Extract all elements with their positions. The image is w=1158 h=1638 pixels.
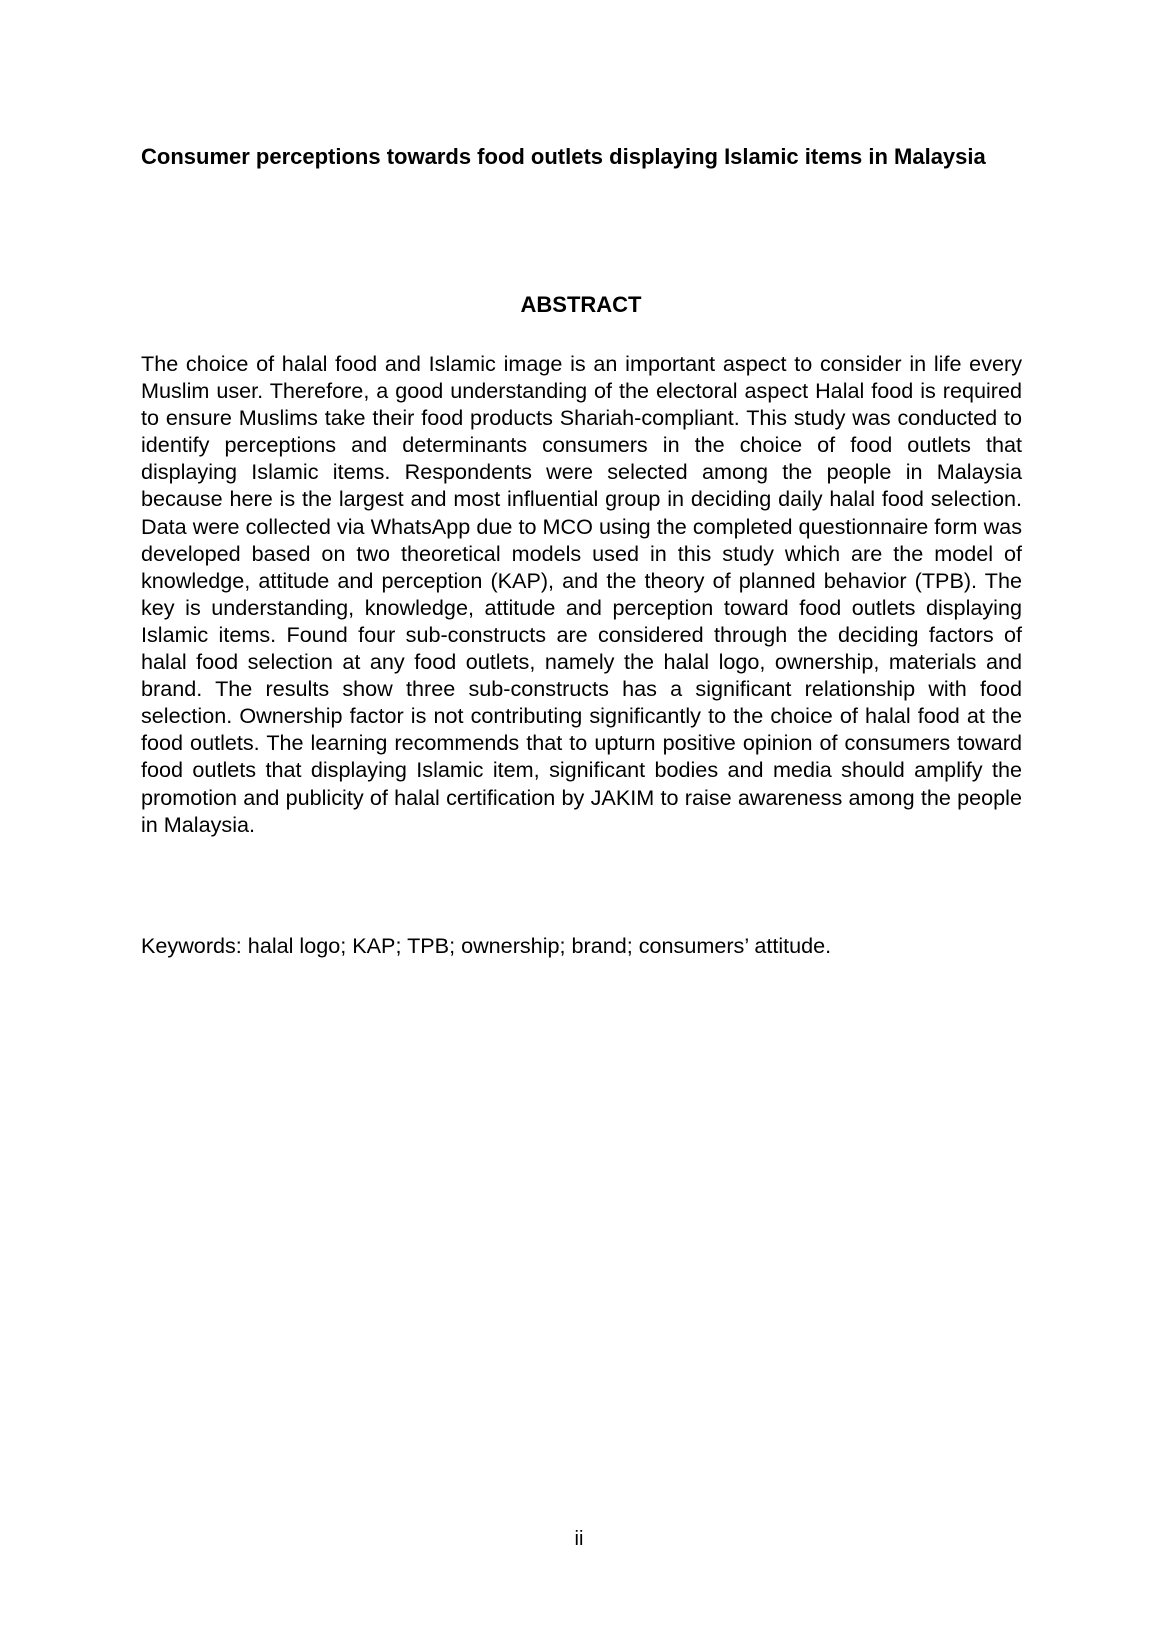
abstract-body: The choice of halal food and Islamic image is an important aspect to consider in life every Muslim user. Therefore, a good understanding of the electoral aspect Halal food is required to ensure Muslims take their food products Shariah-compliant. This study was conducted to identify perceptions and determinants consumers in the choice of food outlets that displaying Islamic items. Respondents were selected among the people in Malaysia because here is the largest and most influential group in deciding daily halal food selection. Data were collected via WhatsApp due to MCO using the completed questionnaire form was developed based on two theoretical models used in this study which are the model of knowledge, attitude and perception (KAP), and the theory of planned behavior (TPB). The key is understanding, knowledge, attitude and perception toward food outlets displaying Islamic items. Found four sub-constructs are considered through the deciding factors of halal food selection at any food outlets, namely the halal logo, ownership, materials and brand. The results show three sub-constructs has a significant relationship with food selection. Ownership factor is not contributing significantly to the choice of halal food at the food outlets. The learning recommends that to upturn positive opinion of consumers toward food outlets that displaying Islamic item, significant bodies and media should amplify the promotion and publicity of halal certification by JAKIM to raise awareness among the people in Malaysia. [141, 351, 1022, 837]
keywords-line: Keywords: halal logo; KAP; TPB; ownership; brand; consumers’ attitude. [141, 933, 832, 958]
document-title: Consumer perceptions towards food outlets displaying Islamic items in Malaysia [141, 144, 986, 169]
abstract-heading: ABSTRACT [520, 292, 642, 317]
page-number: ii [574, 1528, 584, 1550]
